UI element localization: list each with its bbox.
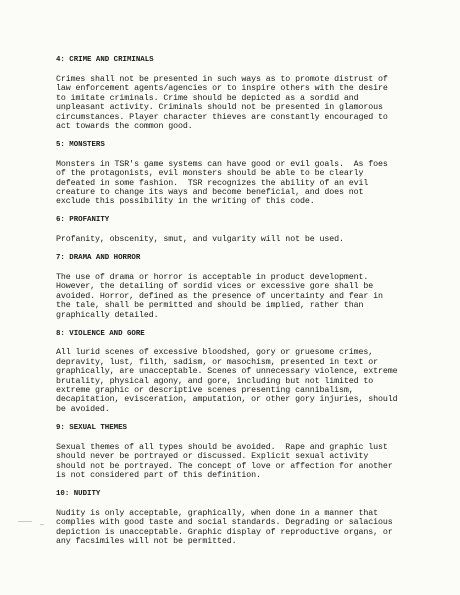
paragraph-line: should never be portrayed or discussed. Explicit sexual activity — [56, 452, 369, 462]
paragraph-line: Profanity, obscenity, smut, and vulgarity will not be used. — [56, 235, 344, 245]
paragraph-line: All lurid scenes of excessive bloodshed, gory or gruesome crimes, — [56, 348, 374, 358]
paragraph-line: avoided. Horror, defined as the presence of uncertainty and fear in — [56, 291, 383, 301]
section — [56, 216, 428, 244]
paragraph-line: Crimes shall not be presented in such ways as to promote distrust of — [56, 74, 388, 84]
section — [56, 141, 428, 207]
section-paragraph — [56, 75, 428, 131]
paragraph-line: law enforcement agents/agencies or to inspire others with the desire — [56, 84, 388, 94]
paragraph-line: Monsters in TSR's game systems can have good or evil goals. As foes — [56, 159, 388, 169]
section-heading: 7: DRAMA AND HORROR — [56, 254, 141, 263]
section-paragraph — [56, 509, 428, 547]
section-paragraph — [56, 443, 428, 481]
paragraph-line: brutality, physical agony, and gore, including but not limited to — [56, 376, 374, 386]
paragraph-line: should not be portrayed. The concept of love or affection for another — [56, 461, 393, 471]
paragraph-line: depravity, lust, filth, sadism, or masochism, presented in text or — [56, 357, 379, 367]
paragraph-line: creature to change its ways and become beneficial, and does not — [56, 187, 364, 197]
section-heading: 6: PROFANITY — [56, 216, 110, 225]
paragraph-line: be avoided. — [56, 404, 110, 414]
paragraph-line: defeated in some fashion. TSR recognizes the ability of an evil — [56, 178, 369, 188]
paragraph-line: depiction is unacceptable. Graphic display of reproductive organs, or — [56, 527, 393, 537]
paragraph-line: the tale, shall be permitted and should be implied, rather than — [56, 301, 364, 311]
paragraph-line: extreme graphic or descriptive scenes presenting cannibalism, — [56, 386, 354, 396]
section — [56, 490, 428, 547]
scan-mark — [40, 524, 44, 525]
section-heading: 5: MONSTERS — [56, 140, 105, 149]
section — [56, 56, 428, 131]
section-paragraph — [56, 348, 428, 414]
paragraph-line: circumstances. Player character thieves are constantly encouraged to — [56, 112, 388, 122]
section — [56, 330, 428, 415]
paragraph-line: complies with good taste and social standards. Degrading or salacious — [56, 518, 393, 528]
section-heading: 9: SEXUAL THEMES — [56, 423, 127, 432]
paragraph-line: exclude this possibility in the writing of this code. — [56, 197, 315, 207]
section — [56, 424, 428, 481]
paragraph-line: Sexual themes of all types should be avoided. Rape and graphic lust — [56, 442, 388, 452]
section-heading: 4: CRIME AND CRIMINALS — [56, 56, 154, 64]
paragraph-line: is not considered part of this definition. — [56, 470, 261, 480]
section-heading: 8: VIOLENCE AND GORE — [56, 329, 145, 338]
paragraph-line: Nudity is only acceptable, graphically, when done in a manner that — [56, 508, 379, 518]
section-heading: 10: NUDITY — [56, 489, 101, 498]
paragraph-line: of the protagonists, evil monsters should be able to be clearly — [56, 169, 364, 179]
paragraph-line: act towards the common good. — [56, 121, 193, 131]
paragraph-line: However, the detailing of sordid vices or excessive gore shall be — [56, 282, 374, 292]
section — [56, 254, 428, 320]
paragraph-line: to imitate criminals. Crime should be depicted as a sordid and — [56, 93, 359, 103]
section-paragraph — [56, 160, 428, 207]
paragraph-line: graphically, are unacceptable. Scenes of unnecessary violence, extreme — [56, 367, 398, 377]
section-paragraph — [56, 235, 428, 244]
paragraph-line: decapitation, evisceration, amputation, or other gory injuries, should — [56, 395, 398, 405]
paragraph-line: any facsimiles will not be permitted. — [56, 536, 237, 546]
section-paragraph — [56, 273, 428, 320]
paragraph-line: unpleasant activity. Criminals should not be presented in glamorous — [56, 103, 383, 113]
paragraph-line: graphically detailed. — [56, 310, 159, 320]
scan-mark — [18, 521, 32, 522]
paragraph-line: The use of drama or horror is acceptable in product development. — [56, 273, 369, 282]
document-body — [56, 56, 428, 556]
